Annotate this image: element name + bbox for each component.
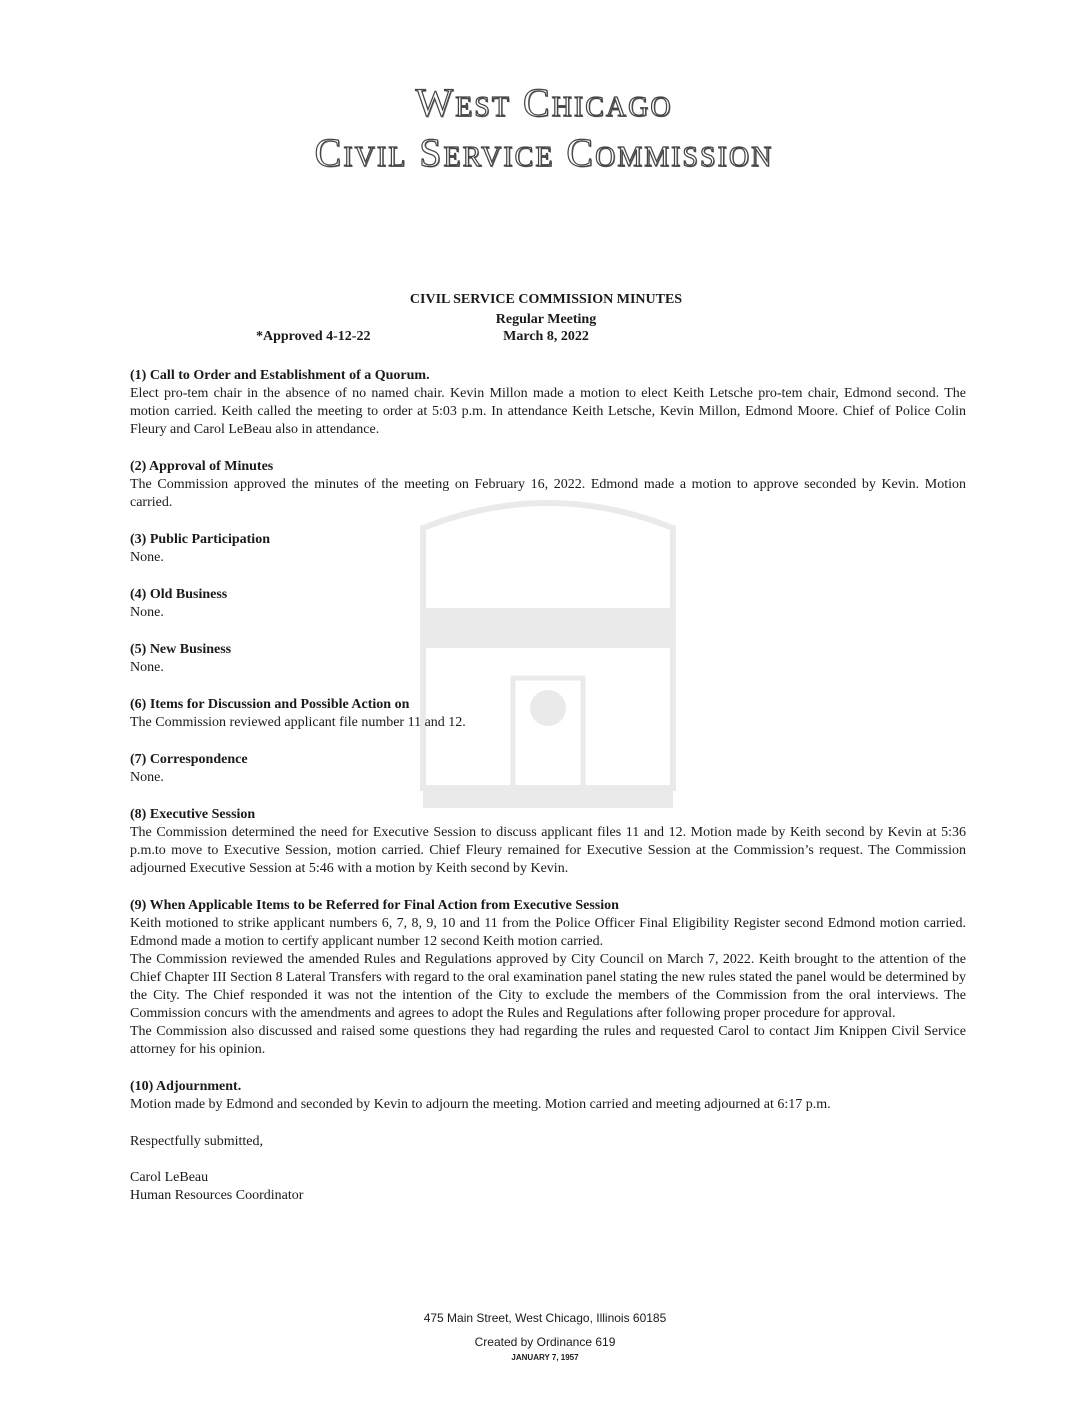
meeting-date: March 8, 2022 xyxy=(503,329,589,344)
letterhead xyxy=(0,78,1088,178)
section-text: The Commission determined the need for Executive Session to discuss applicant files 11 and 12. Motion made by Keith second by Kevin at 5:36 p.m.to move to Executive Session, motion carried. Chief Fleury remained for Executive Session at the Commission’s request. The Commission adjourned Executive Session at 5:46 with a motion by Keith second by Kevin. xyxy=(130,825,966,876)
salutation: Respectfully submitted, xyxy=(130,1134,263,1149)
section-text: None. xyxy=(130,605,164,620)
minutes-body xyxy=(130,367,966,1205)
section-old-business xyxy=(130,586,966,622)
section-final-action xyxy=(130,897,966,1059)
section-text: Keith motioned to strike applicant numbers 6, 7, 8, 9, 10 and 11 from the Police Officer Final Eligibility Register second Edmond motion carried. Edmond made a motion to certify applicant number 12 second Keith motion carried. xyxy=(130,916,966,949)
section-text: The Commission reviewed applicant file number 11 and 12. xyxy=(130,715,466,730)
section-heading: (10) Adjournment. xyxy=(130,1079,242,1094)
section-text: None. xyxy=(130,550,164,565)
meeting-type: Regular Meeting xyxy=(495,312,597,327)
section-heading: (1) Call to Order and Establishment of a Quorum. xyxy=(130,368,430,383)
section-text: None. xyxy=(130,770,164,785)
section-heading: (2) Approval of Minutes xyxy=(130,459,274,474)
approved-note: *Approved 4-12-22 xyxy=(256,329,371,344)
closing-block xyxy=(130,1133,966,1205)
section-heading: (4) Old Business xyxy=(130,587,228,602)
section-heading: (7) Correspondence xyxy=(130,752,248,767)
footer-date: JANUARY 7, 1957 xyxy=(511,1353,579,1362)
letterhead-footer xyxy=(0,1310,1088,1364)
section-executive-session xyxy=(130,806,966,878)
letterhead-line-1: West Chicago xyxy=(415,80,673,125)
section-text: The Commission also discussed and raised some questions they had regarding the rules and requested Carol to contact Jim Knippen Civil Service attorney for his opinion. xyxy=(130,1024,966,1057)
signer-title: Human Resources Coordinator xyxy=(130,1188,304,1203)
section-heading: (3) Public Participation xyxy=(130,532,270,547)
letterhead-line-2: Civil Service Commission xyxy=(314,130,774,175)
section-new-business xyxy=(130,641,966,677)
section-heading: (6) Items for Discussion and Possible Action on xyxy=(130,697,410,712)
section-correspondence xyxy=(130,751,966,787)
section-text: None. xyxy=(130,660,164,675)
section-text: The Commission reviewed the amended Rules and Regulations approved by City Council on March 7, 2022. Keith brought to the attention of the Chief Chapter III Section 8 Lateral Transfers with regard to the oral examination panel stating the new rules stated the panel would be determined by the City. The Chief responded it was not the intention of the City to exclude the members of the Commission from the oral interviews. The Commission concurs with the amendments and agrees to adopt the Rules and Regulations after following proper procedure for approval. xyxy=(130,952,966,1021)
section-public-participation xyxy=(130,531,966,567)
section-items-for-discussion xyxy=(130,696,966,732)
signer-name: Carol LeBeau xyxy=(130,1170,209,1185)
section-text: Motion made by Edmond and seconded by Kevin to adjourn the meeting. Motion carried and meeting adjourned at 6:17 p.m. xyxy=(130,1097,831,1112)
section-text: Elect pro-tem chair in the absence of no named chair. Kevin Millon made a motion to elect Keith Letsche pro-tem chair, Edmond second. The motion carried. Keith called the meeting to order at 5:03 p.m. In attendance Keith Letsche, Kevin Millon, Edmond Moore. Chief of Police Colin Fleury and Carol LeBeau also in attendance. xyxy=(130,386,966,437)
minutes-title: CIVIL SERVICE COMMISSION MINUTES xyxy=(409,292,683,307)
footer-ordinance: Created by Ordinance 619 xyxy=(474,1335,616,1349)
section-text: The Commission approved the minutes of the meeting on February 16, 2022. Edmond made a motion to approve seconded by Kevin. Motion carried. xyxy=(130,477,966,510)
footer-address: 475 Main Street, West Chicago, Illinois 60185 xyxy=(423,1311,667,1325)
section-approval-of-minutes xyxy=(130,458,966,512)
section-heading: (8) Executive Session xyxy=(130,807,256,822)
section-adjournment xyxy=(130,1078,966,1114)
section-heading: (9) When Applicable Items to be Referred for Final Action from Executive Session xyxy=(130,898,619,913)
section-call-to-order xyxy=(130,367,966,439)
section-heading: (5) New Business xyxy=(130,642,232,657)
